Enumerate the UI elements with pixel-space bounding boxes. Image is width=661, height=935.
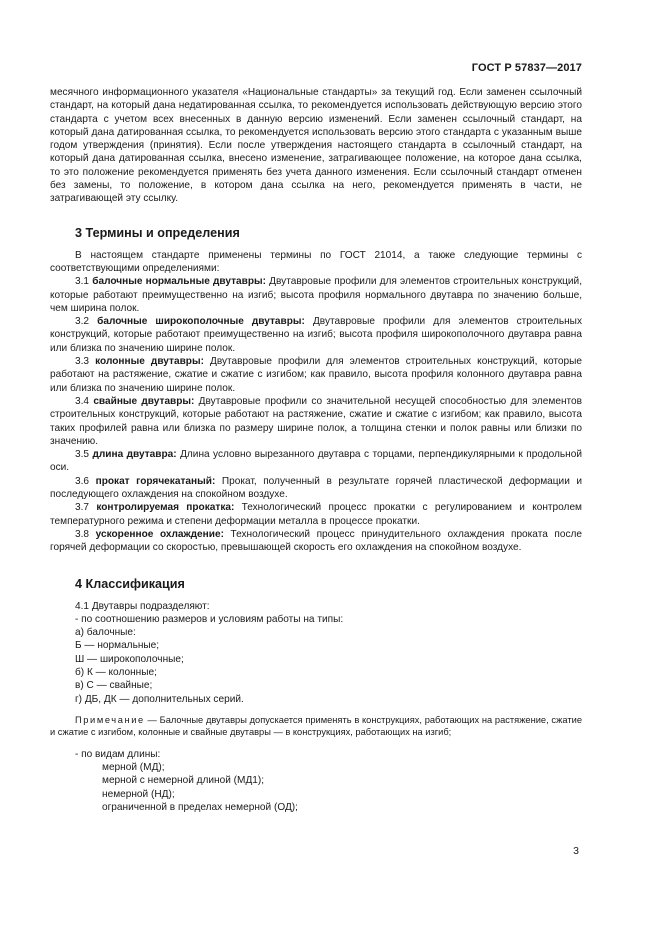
term-definition: Двутавровые профили для элементов строительных конструкций, которые работают на растяжение, сжатие и сжатие с изгибом; как правило, высота профиля колонного двутавра равна или близка по значению ширине полок. xyxy=(50,356,582,394)
note-paragraph xyxy=(50,714,582,739)
term-name: длина двутавра: xyxy=(92,449,177,461)
term-definition: Прокат, полученный в результате горячей пластической деформации и последующего охлаждения на спокойном воздухе. xyxy=(50,475,583,501)
length-item-4: ограниченной в пределах немерной (ОД); xyxy=(102,802,298,814)
term-name: ускоренное охлаждение: xyxy=(95,528,224,540)
list-item-sh: Ш — широкополочные; xyxy=(75,653,184,665)
note-text: — Балочные двутавры допускается применять в конструкциях, работающих на растяжение, сжатие и сжатие с изгибом, колонные и свайные двутавры — в конструкциях, работающих на изгиб; xyxy=(50,714,582,738)
term-3-8 xyxy=(50,528,582,555)
length-item-2: мерной с немерной длиной (МД1); xyxy=(102,775,265,787)
term-definition: Двутавровые профили со значительной несущей способностью для элементов строительных конструкций, которые работают на растяжение, сжатие и сжатие с изгибом; как правило, высота таких профилей равна или близка по размеру ширине полок, а толщина стенки и полок равны или близки по значению. xyxy=(50,395,582,447)
list-item-g: г) ДБ, ДК — дополнительных серий. xyxy=(75,693,244,705)
term-definition: Технологический процесс прокатки с регулированием и контролем температурного режима и степени деформации металла в процессе прокатки. xyxy=(50,502,582,527)
term-name: колонные двутавры: xyxy=(95,356,204,368)
term-definition: Двутавровые профили для элементов строительных конструкций, которые работают преимущественно на изгиб; высота профиля нормального двутавра по значению больше, чем ширина полок. xyxy=(50,276,582,314)
term-3-5 xyxy=(50,448,582,475)
clause-4-1: 4.1 Двутавры подразделяют: xyxy=(75,600,210,612)
length-item-1: мерной (МД); xyxy=(102,762,165,774)
term-definition: Двутавровые профили для элементов строительных конструкций, которые работают преимущественно на изгиб; высота профиля широкополочного двутавра равна или близка по значению ширине полок. xyxy=(50,316,582,354)
length-item-3: немерной (НД); xyxy=(102,788,175,800)
term-3-7 xyxy=(50,501,582,528)
term-number: 3.8 xyxy=(75,528,90,540)
term-3-4 xyxy=(50,395,582,448)
term-name: прокат горячекатаный: xyxy=(95,475,216,487)
list-item-v: в) С — свайные; xyxy=(75,680,153,692)
term-name: балочные нормальные двутавры: xyxy=(92,276,266,288)
intro-paragraph: месячного информационного указателя «Национальные стандарты» за текущий год. Если заменен ссылочный стандарт, на который дана недатированная ссылка, то рекомендуется использовать действующую версию этого стандарта с учетом всех внесенных в данную версию изменений. Если заменен ссылочный стандарт, на который дана датированная ссылка, то рекомендуется использовать версию этого стандарта с указанным выше годом утверждения (принятия). Если после утверждения настоящего стандарта в ссылочный стандарт, на который дана датированная ссылка, внесено изменение, затрагивающее положение, на которое дана ссылка, то это положение рекомендуется применять без учета данного изменения. Если ссылочный стандарт отменен без замены, то положение, в котором дана ссылка на него, рекомендуется применять в части, не затрагивающей эту ссылку. xyxy=(50,87,582,205)
term-name: свайные двутавры: xyxy=(93,395,195,407)
term-number: 3.7 xyxy=(75,502,90,514)
term-3-6 xyxy=(50,475,582,502)
term-3-2 xyxy=(50,315,582,355)
list-item-b-normal: Б — нормальные; xyxy=(75,640,160,652)
document-body xyxy=(50,86,582,814)
term-number: 3.4 xyxy=(75,395,90,407)
list-intro-types: - по соотношению размеров и условиям работы на типы: xyxy=(75,613,344,625)
term-name: контролируемая прокатка: xyxy=(96,502,235,514)
list-item-a: а) балочные: xyxy=(75,627,136,639)
term-name: балочные широкополочные двутавры: xyxy=(97,316,305,328)
page-number: 3 xyxy=(573,845,579,857)
term-number: 3.3 xyxy=(75,356,90,368)
term-number: 3.6 xyxy=(75,475,90,487)
term-definition: Технологический процесс принудительного охлаждения проката после горячей деформации со скоростью, превышающей скорость его охлаждения на спокойном воздухе. xyxy=(50,528,582,554)
section-3-heading: 3 Термины и определения xyxy=(75,225,240,240)
note-label: Примечание xyxy=(75,714,145,725)
term-number: 3.2 xyxy=(75,316,90,328)
term-number: 3.1 xyxy=(75,276,90,288)
term-definition: Длина условно вырезанного двутавра с торцами, перпендикулярными к продольной оси. xyxy=(50,449,582,474)
section-3-lead: В настоящем стандарте применены термины по ГОСТ 21014, а также следующие термины с соответствующими определениями: xyxy=(50,249,582,274)
list-intro-length: - по видам длины: xyxy=(75,748,161,760)
term-number: 3.5 xyxy=(75,449,90,461)
term-3-3 xyxy=(50,355,582,395)
term-3-1 xyxy=(50,275,582,315)
document-header-id: ГОСТ Р 57837—2017 xyxy=(471,62,582,74)
list-item-b: б) К — колонные; xyxy=(75,666,157,678)
section-4-heading: 4 Классификация xyxy=(75,576,185,591)
